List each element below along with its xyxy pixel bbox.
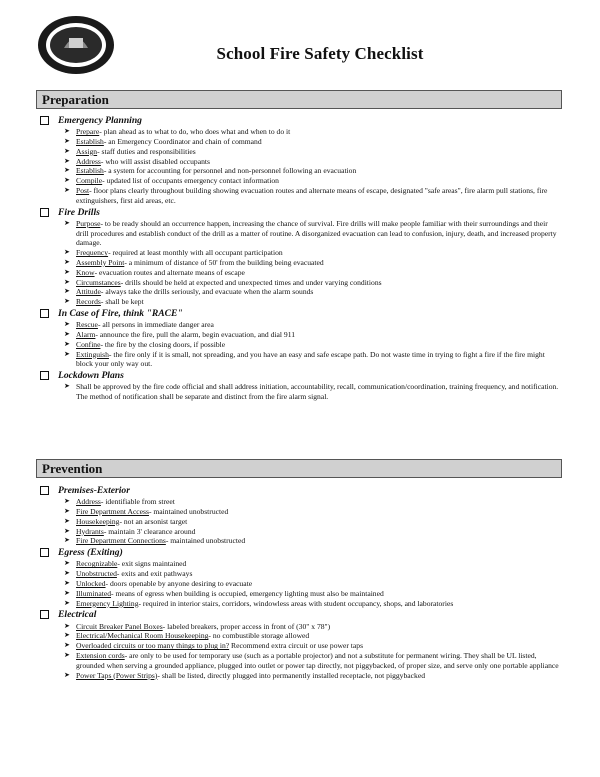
item-text: - the fire only if it is small, not spreading, and you have an easy and safe escape path. Do not waste time in trying to fight a fire if the fire might block your only way out. <box>76 349 545 369</box>
list-item <box>64 137 562 147</box>
item-text: - plan ahead as to what to do, who does what and when to do it <box>99 127 291 137</box>
list-item <box>64 569 562 579</box>
list-item <box>64 278 562 288</box>
arrow-bullet-icon: ➤ <box>64 349 70 358</box>
list-item <box>64 559 562 569</box>
group-lockdown-plans <box>40 370 562 382</box>
section-title: Prevention <box>42 461 103 476</box>
item-term: Compile <box>76 176 103 186</box>
item-text: - required in interior stairs, corridors, windowless areas with student occupancy, shops, and laboratories <box>138 598 454 608</box>
checkbox[interactable] <box>40 309 49 318</box>
arrow-bullet-icon: ➤ <box>64 176 70 185</box>
section-title: Preparation <box>42 92 109 107</box>
item-term: Power Taps (Power Strips) <box>76 670 158 680</box>
item-text: - not an arsonist target <box>119 516 188 526</box>
item-text: - exit signs maintained <box>117 559 187 569</box>
item-text: - doors openable by anyone desiring to evacuate <box>105 578 253 588</box>
item-text: - a system for accounting for personnel and non-personnel following an evacuation <box>103 166 357 176</box>
item-text: - maintained unobstructed <box>148 507 229 516</box>
group-fire-drills <box>40 207 562 219</box>
list-item <box>64 671 562 681</box>
group-title: Premises-Exterior <box>58 485 130 496</box>
arrow-bullet-icon: ➤ <box>64 641 70 650</box>
list-item <box>64 382 562 402</box>
arrow-bullet-icon: ➤ <box>64 650 70 659</box>
item-text: - identifiable from street <box>100 497 175 507</box>
item-text: Recommend extra circuit or use power taps <box>229 641 364 651</box>
item-text: - shall be listed, directly plugged into permanently installed receptacle, not piggybacked <box>157 670 425 680</box>
electrical-list <box>40 622 562 681</box>
item-text: Shall be approved by the fire code official and shall address initiation, accountability, recall, communication/coordination, training frequency, and notification. The method of notification shall be separate and distinct from the fire alarm signal. <box>76 382 559 402</box>
arrow-bullet-icon: ➤ <box>64 127 70 136</box>
list-item <box>64 527 562 537</box>
list-item <box>64 536 562 546</box>
list-item <box>64 287 562 297</box>
item-text: - all persons in immediate danger area <box>97 320 214 330</box>
list-item <box>64 176 562 186</box>
list-item <box>64 127 562 137</box>
item-text: - no combustible storage allowed <box>208 631 310 641</box>
item-term: Frequency <box>76 248 109 258</box>
arrow-bullet-icon: ➤ <box>64 382 70 391</box>
item-term: Know <box>76 267 95 277</box>
item-term: Extension cords <box>76 650 125 660</box>
list-item <box>64 219 562 248</box>
group-title: Fire Drills <box>58 206 100 218</box>
item-term: Attitude <box>76 287 101 297</box>
arrow-bullet-icon: ➤ <box>64 631 70 640</box>
item-term: Records <box>76 297 101 307</box>
item-text: - who will assist disabled occupants <box>100 156 210 166</box>
item-term: Assign <box>76 146 98 156</box>
list-item <box>64 350 562 370</box>
premises-exterior-list <box>40 497 562 546</box>
arrow-bullet-icon: ➤ <box>64 267 70 276</box>
checkbox[interactable] <box>40 208 49 217</box>
item-text: - to be ready should an occurrence happen, increasing the chance of survival. Fire drills will make people familiar with their surroundings and their drill procedures and establish conduct of the drill as a matter of routine. A disorganized evacuation can lead to confusion, injury, death, and increased property damage. <box>76 218 557 248</box>
section-header-prevention <box>36 459 562 478</box>
item-term: Fire Department Connections <box>76 536 166 546</box>
item-term: Address <box>76 156 101 166</box>
item-term: Confine <box>76 339 101 349</box>
arrow-bullet-icon: ➤ <box>64 185 70 194</box>
arrow-bullet-icon: ➤ <box>64 497 70 506</box>
arrow-bullet-icon: ➤ <box>64 146 70 155</box>
item-term: Fire Department Access <box>76 507 149 516</box>
item-text: - floor plans clearly throughout building showing evacuation routes and alternate means of escape, designated "safe areas", fire alarm pull stations, fire extinguishers, first aid areas, etc. <box>76 185 548 205</box>
arrow-bullet-icon: ➤ <box>64 569 70 578</box>
item-text: - the fire by the closing doors, if possible <box>100 339 226 349</box>
item-text: - exits and exit pathways <box>116 569 193 579</box>
item-text: - maintain 3' clearance around <box>103 526 196 536</box>
arrow-bullet-icon: ➤ <box>64 287 70 296</box>
preparation-content <box>40 114 562 402</box>
list-item <box>64 248 562 258</box>
arrow-bullet-icon: ➤ <box>64 526 70 535</box>
arrow-bullet-icon: ➤ <box>64 137 70 145</box>
item-term: Electrical/Mechanical Room Housekeeping <box>76 631 209 641</box>
arrow-bullet-icon: ➤ <box>64 166 70 175</box>
item-term: Post <box>76 185 90 195</box>
arrow-bullet-icon: ➤ <box>64 598 70 607</box>
group-egress <box>40 547 562 559</box>
item-term: Assembly Point <box>76 257 125 267</box>
group-title: Egress (Exiting) <box>58 547 123 559</box>
list-item <box>64 517 562 527</box>
arrow-bullet-icon: ➤ <box>64 297 70 306</box>
item-text: - are only to be used for temporary use (such as a portable projector) and not a substitute for permanent wiring. They shall be UL listed, grounded when serving a grounded appliance, plugged into outlet or power tap directly, not piggybacked, of proper size, and serve only one portable appliance <box>76 650 559 670</box>
group-title: Emergency Planning <box>58 115 142 126</box>
list-item <box>64 497 562 507</box>
item-text: - a minimum of distance of 50' from the building being evacuated <box>124 257 324 267</box>
prevention-content <box>40 484 562 680</box>
checkbox[interactable] <box>40 548 49 557</box>
list-item <box>64 631 562 641</box>
item-text: - labeled breakers, proper access in front of (30" x 78") <box>162 621 331 631</box>
list-item <box>64 186 562 206</box>
arrow-bullet-icon: ➤ <box>64 277 70 286</box>
checkbox[interactable] <box>40 371 49 380</box>
list-item <box>64 258 562 268</box>
list-item <box>64 320 562 330</box>
checkbox[interactable] <box>40 610 49 619</box>
item-term: Overloaded circuits or too many things to plug in? <box>76 641 230 651</box>
section-header-preparation <box>36 90 562 109</box>
item-term: Emergency Lighting <box>76 598 139 608</box>
list-item <box>64 157 562 167</box>
item-text: - drills should be held at expected and unexpected times and under varying conditions <box>120 277 382 287</box>
item-term: Extinguish <box>76 349 109 359</box>
item-text: - announce the fire, pull the alarm, begin evacuation, and dial 911 <box>95 329 296 339</box>
arrow-bullet-icon: ➤ <box>64 156 70 165</box>
arrow-bullet-icon: ➤ <box>64 578 70 587</box>
checkbox[interactable] <box>40 486 49 495</box>
list-item <box>64 579 562 589</box>
arrow-bullet-icon: ➤ <box>64 329 70 338</box>
item-text: - shall be kept <box>100 297 144 307</box>
group-emergency-planning <box>40 115 562 127</box>
race-list <box>40 320 562 369</box>
item-term: Circumstances <box>76 277 121 287</box>
item-term: Hydrants <box>76 526 104 536</box>
list-item <box>64 589 562 599</box>
arrow-bullet-icon: ➤ <box>64 257 70 266</box>
arrow-bullet-icon: ➤ <box>64 559 70 568</box>
list-item <box>64 507 562 517</box>
list-item <box>64 340 562 350</box>
list-item <box>64 599 562 609</box>
arrow-bullet-icon: ➤ <box>64 218 70 227</box>
item-text: - staff duties and responsibilities <box>97 146 196 156</box>
item-term: Housekeeping <box>76 516 120 526</box>
item-term: Illuminated <box>76 588 112 598</box>
lockdown-list <box>40 382 562 402</box>
list-item <box>64 268 562 278</box>
arrow-bullet-icon: ➤ <box>64 588 70 597</box>
arrow-bullet-icon: ➤ <box>64 621 70 630</box>
list-item <box>64 297 562 307</box>
item-term: Purpose <box>76 218 101 228</box>
arrow-bullet-icon: ➤ <box>64 670 70 679</box>
item-text: - required at least monthly with all occupant participation <box>108 248 283 258</box>
checkbox[interactable] <box>40 116 49 125</box>
fire-drills-list <box>40 219 562 307</box>
arrow-bullet-icon: ➤ <box>64 248 70 257</box>
emergency-planning-list <box>40 127 562 205</box>
list-item <box>64 622 562 632</box>
arrow-bullet-icon: ➤ <box>64 536 70 545</box>
item-text: - an Emergency Coordinator and chain of command <box>103 137 262 146</box>
list-item <box>64 641 562 651</box>
item-term: Establish <box>76 137 104 146</box>
group-title: Lockdown Plans <box>58 370 124 382</box>
list-item <box>64 330 562 340</box>
arrow-bullet-icon: ➤ <box>64 507 70 515</box>
group-title: Electrical <box>58 609 97 621</box>
item-term: Alarm <box>76 329 96 339</box>
item-text: - maintained unobstructed <box>165 536 246 546</box>
item-term: Circuit Breaker Panel Boxes <box>76 621 163 631</box>
item-term: Prepare <box>76 127 100 137</box>
item-text: - means of egress when building is occupied, emergency lighting must also be maintained <box>111 588 384 598</box>
item-term: Unobstructed <box>76 569 117 579</box>
arrow-bullet-icon: ➤ <box>64 339 70 348</box>
group-electrical <box>40 609 562 621</box>
item-term: Address <box>76 497 101 507</box>
list-item <box>64 166 562 176</box>
list-item <box>64 651 562 671</box>
item-text: - always take the drills seriously, and evacuate when the alarm sounds <box>100 287 314 297</box>
arrow-bullet-icon: ➤ <box>64 320 70 329</box>
group-race <box>40 308 562 320</box>
arrow-bullet-icon: ➤ <box>64 516 70 525</box>
item-text: - updated list of occupants emergency contact information <box>102 176 279 186</box>
group-title: In Case of Fire, think "RACE" <box>58 307 183 319</box>
item-term: Establish <box>76 166 104 176</box>
list-item <box>64 147 562 157</box>
item-term: Rescue <box>76 320 98 330</box>
page-title: School Fire Safety Checklist <box>216 44 424 63</box>
item-term: Unlocked <box>76 578 106 588</box>
item-term: Recognizable <box>76 559 118 569</box>
item-text: - evacuation routes and alternate means of escape <box>94 267 245 277</box>
group-premises-exterior <box>40 485 562 497</box>
egress-list <box>40 559 562 608</box>
